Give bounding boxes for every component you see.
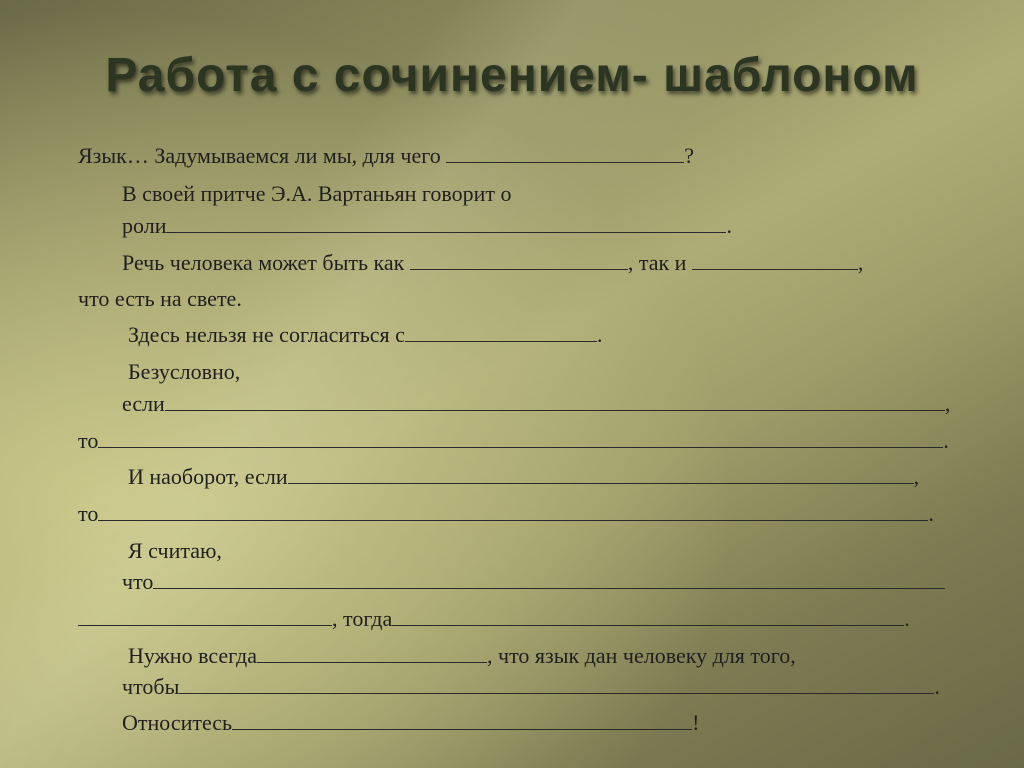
template-line-language xyxy=(78,143,694,169)
template-line-then xyxy=(78,428,949,454)
line-text: . xyxy=(726,213,732,238)
fill-blank[interactable] xyxy=(98,429,943,448)
line-text: ! xyxy=(692,710,700,735)
fill-blank[interactable] xyxy=(153,570,945,589)
line-text: И наоборот, если xyxy=(128,464,288,489)
fill-blank[interactable] xyxy=(392,607,904,626)
template-line-world xyxy=(78,286,242,312)
template-line-if xyxy=(122,391,950,417)
line-text: что есть на свете. xyxy=(78,286,242,311)
line-text: . xyxy=(943,428,949,453)
line-text: , xyxy=(857,250,864,275)
line-text: . xyxy=(934,674,940,699)
line-text: . xyxy=(928,501,934,526)
line-text: ? xyxy=(684,143,694,168)
line-text: чтобы xyxy=(122,674,180,699)
line-text: , xyxy=(944,391,951,416)
line-text: то xyxy=(78,501,99,526)
template-line-that xyxy=(122,569,945,595)
line-text: если xyxy=(122,391,165,416)
line-text: , тогда xyxy=(332,606,393,631)
template-line-believe xyxy=(128,538,222,564)
fill-blank[interactable] xyxy=(257,644,487,663)
fill-blank[interactable] xyxy=(410,251,628,270)
line-text: то xyxy=(78,428,99,453)
template-line-conversely xyxy=(128,464,919,490)
line-text: Здесь нельзя не согласиться с xyxy=(128,322,405,347)
template-line-always xyxy=(128,643,796,669)
template-line-parable xyxy=(122,181,511,207)
line-text: , xyxy=(913,464,920,489)
fill-blank[interactable] xyxy=(166,214,726,233)
line-text: Нужно всегда xyxy=(128,643,258,668)
fill-blank[interactable] xyxy=(288,465,914,484)
line-text: Я считаю, xyxy=(128,538,222,563)
template-line-agree xyxy=(128,322,602,348)
line-text: Язык… Задумываемся ли мы, для чего xyxy=(78,143,447,168)
template-line-then-when xyxy=(78,606,910,632)
fill-blank[interactable] xyxy=(446,144,684,163)
template-line-treat xyxy=(122,710,699,736)
template-line-role xyxy=(122,213,732,239)
line-text: Относитесь xyxy=(122,710,233,735)
fill-blank[interactable] xyxy=(78,607,332,626)
line-text: , что язык дан человеку для того, xyxy=(487,643,796,668)
slide-title: Работа с сочинением- шаблоном xyxy=(105,49,919,102)
line-text: . xyxy=(596,322,603,347)
template-line-then-2 xyxy=(78,501,934,527)
fill-blank[interactable] xyxy=(98,502,928,521)
line-text: Речь человека может быть как xyxy=(122,250,410,275)
template-line-speech xyxy=(122,250,863,276)
line-text: роли xyxy=(122,213,167,238)
line-text: , так и xyxy=(627,250,692,275)
fill-blank[interactable] xyxy=(692,251,858,270)
line-text: Безусловно, xyxy=(128,359,241,384)
fill-blank[interactable] xyxy=(232,711,692,730)
line-text: . xyxy=(904,606,910,631)
fill-blank[interactable] xyxy=(405,323,597,342)
line-text: В своей притче Э.А. Вартаньян говорит о xyxy=(122,181,512,206)
line-text: что xyxy=(122,569,154,594)
template-line-in-order xyxy=(122,674,940,700)
template-line-certainly xyxy=(128,359,240,385)
fill-blank[interactable] xyxy=(165,392,945,411)
fill-blank[interactable] xyxy=(179,675,934,694)
